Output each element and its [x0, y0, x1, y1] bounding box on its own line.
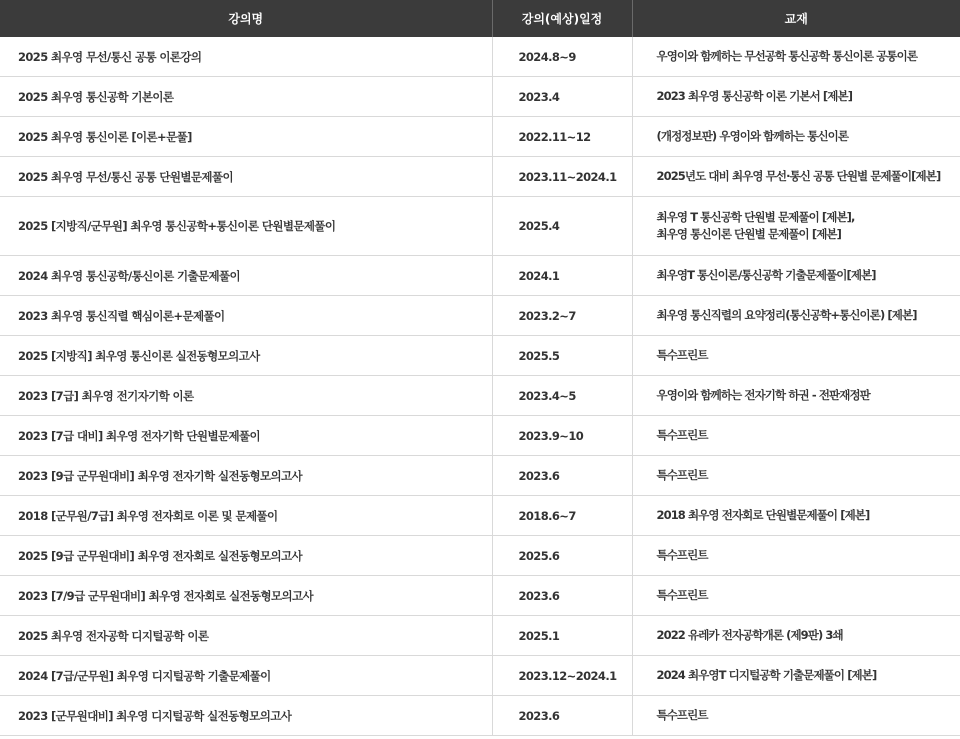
textbook-line: 최우영 T 통신공학 단원별 문제풀이 [제본], — [656, 210, 855, 224]
course-textbook — [632, 37, 960, 77]
textbook-line: 최우영 통신직렬의 요약정리(통신공학+통신이론) [제본] — [656, 308, 917, 322]
table-row — [0, 37, 960, 77]
textbook-line: 특수프린트 — [656, 588, 708, 602]
course-schedule: 2022.11~12 — [492, 117, 632, 157]
textbook-line: 2022 유레카 전자공학개론 (제9판) 3쇄 — [656, 628, 843, 642]
header-textbook: 교재 — [632, 0, 960, 37]
table-row — [0, 576, 960, 616]
table-row — [0, 336, 960, 376]
textbook-line: 특수프린트 — [656, 428, 708, 442]
course-name[interactable]: 2023 [7급] 최우영 전기자기학 이론 — [0, 376, 492, 416]
course-name[interactable]: 2025 [지방직/군무원] 최우영 통신공학+통신이론 단원별문제풀이 — [0, 197, 492, 256]
course-schedule: 2023.12~2024.1 — [492, 656, 632, 696]
course-schedule: 2018.6~7 — [492, 496, 632, 536]
course-name[interactable]: 2024 최우영 통신공학/통신이론 기출문제풀이 — [0, 256, 492, 296]
textbook-line: 2018 최우영 전자회로 단원별문제풀이 [제본] — [656, 508, 870, 522]
textbook-line: 특수프린트 — [656, 348, 708, 362]
course-schedule: 2024.1 — [492, 256, 632, 296]
course-name[interactable]: 2025 최우영 전자공학 디지털공학 이론 — [0, 616, 492, 656]
header-course: 강의명 — [0, 0, 492, 37]
textbook-line: 최우영 통신이론 단원별 문제풀이 [제본] — [656, 227, 841, 241]
course-textbook — [632, 696, 960, 736]
course-name[interactable]: 2025 최우영 통신이론 [이론+문풀] — [0, 117, 492, 157]
course-textbook — [632, 117, 960, 157]
course-schedule: 2025.6 — [492, 536, 632, 576]
course-textbook — [632, 376, 960, 416]
course-schedule: 2023.6 — [492, 456, 632, 496]
course-name[interactable]: 2023 [7/9급 군무원대비] 최우영 전자회로 실전동형모의고사 — [0, 576, 492, 616]
course-name[interactable]: 2024 [7급/군무원] 최우영 디지털공학 기출문제풀이 — [0, 656, 492, 696]
course-schedule: 2025.1 — [492, 616, 632, 656]
course-schedule: 2025.4 — [492, 197, 632, 256]
course-schedule: 2025.5 — [492, 336, 632, 376]
course-textbook — [632, 576, 960, 616]
course-schedule: 2023.4~5 — [492, 376, 632, 416]
textbook-line: 2024 최우영T 디지털공학 기출문제풀이 [제본] — [656, 668, 877, 682]
table-row — [0, 496, 960, 536]
course-textbook — [632, 456, 960, 496]
table-row — [0, 157, 960, 197]
table-row — [0, 536, 960, 576]
course-textbook — [632, 157, 960, 197]
table-header — [0, 0, 960, 37]
table-row — [0, 616, 960, 656]
course-textbook — [632, 416, 960, 456]
textbook-line: (개정정보판) 우영이와 함께하는 통신이론 — [656, 129, 849, 143]
course-textbook — [632, 496, 960, 536]
course-schedule: 2023.4 — [492, 77, 632, 117]
textbook-line: 특수프린트 — [656, 468, 708, 482]
course-textbook — [632, 197, 960, 256]
textbook-line: 우영이와 함께하는 무선공학 통신공학 통신이론 공통이론 — [656, 49, 918, 63]
textbook-line: 특수프린트 — [656, 708, 708, 722]
course-schedule: 2023.6 — [492, 696, 632, 736]
table-row — [0, 256, 960, 296]
course-name[interactable]: 2023 [군무원대비] 최우영 디지털공학 실전동형모의고사 — [0, 696, 492, 736]
course-name[interactable]: 2018 [군무원/7급] 최우영 전자회로 이론 및 문제풀이 — [0, 496, 492, 536]
course-textbook — [632, 616, 960, 656]
table-body — [0, 37, 960, 736]
textbook-line: 최우영T 통신이론/통신공학 기출문제풀이[제본] — [656, 268, 876, 282]
course-name[interactable]: 2025 최우영 무선/통신 공통 이론강의 — [0, 37, 492, 77]
course-name[interactable]: 2025 [9급 군무원대비] 최우영 전자회로 실전동형모의고사 — [0, 536, 492, 576]
course-name[interactable]: 2025 최우영 무선/통신 공통 단원별문제풀이 — [0, 157, 492, 197]
course-textbook — [632, 656, 960, 696]
table-row — [0, 296, 960, 336]
course-name[interactable]: 2023 [7급 대비] 최우영 전자기학 단원별문제풀이 — [0, 416, 492, 456]
table-row — [0, 456, 960, 496]
table-row — [0, 696, 960, 736]
course-name[interactable]: 2025 [지방직] 최우영 통신이론 실전동형모의고사 — [0, 336, 492, 376]
header-schedule: 강의(예상)일정 — [492, 0, 632, 37]
course-textbook — [632, 296, 960, 336]
course-schedule: 2023.11~2024.1 — [492, 157, 632, 197]
table-row — [0, 416, 960, 456]
textbook-line: 2023 최우영 통신공학 이론 기본서 [제본] — [656, 89, 853, 103]
course-textbook — [632, 77, 960, 117]
course-schedule: 2023.2~7 — [492, 296, 632, 336]
table-row — [0, 376, 960, 416]
course-schedule: 2023.6 — [492, 576, 632, 616]
course-textbook — [632, 256, 960, 296]
textbook-line: 우영이와 함께하는 전자기학 하권 - 전판재정판 — [656, 388, 870, 402]
course-schedule: 2023.9~10 — [492, 416, 632, 456]
course-textbook — [632, 536, 960, 576]
textbook-line: 2025년도 대비 최우영 무선·통신 공통 단원별 문제풀이[제본] — [656, 169, 941, 183]
table-row — [0, 117, 960, 157]
course-textbook — [632, 336, 960, 376]
course-name[interactable]: 2025 최우영 통신공학 기본이론 — [0, 77, 492, 117]
course-schedule: 2024.8~9 — [492, 37, 632, 77]
textbook-line: 특수프린트 — [656, 548, 708, 562]
table-row — [0, 77, 960, 117]
table-row — [0, 656, 960, 696]
course-name[interactable]: 2023 [9급 군무원대비] 최우영 전자기학 실전동형모의고사 — [0, 456, 492, 496]
course-name[interactable]: 2023 최우영 통신직렬 핵심이론+문제풀이 — [0, 296, 492, 336]
table-row — [0, 197, 960, 256]
